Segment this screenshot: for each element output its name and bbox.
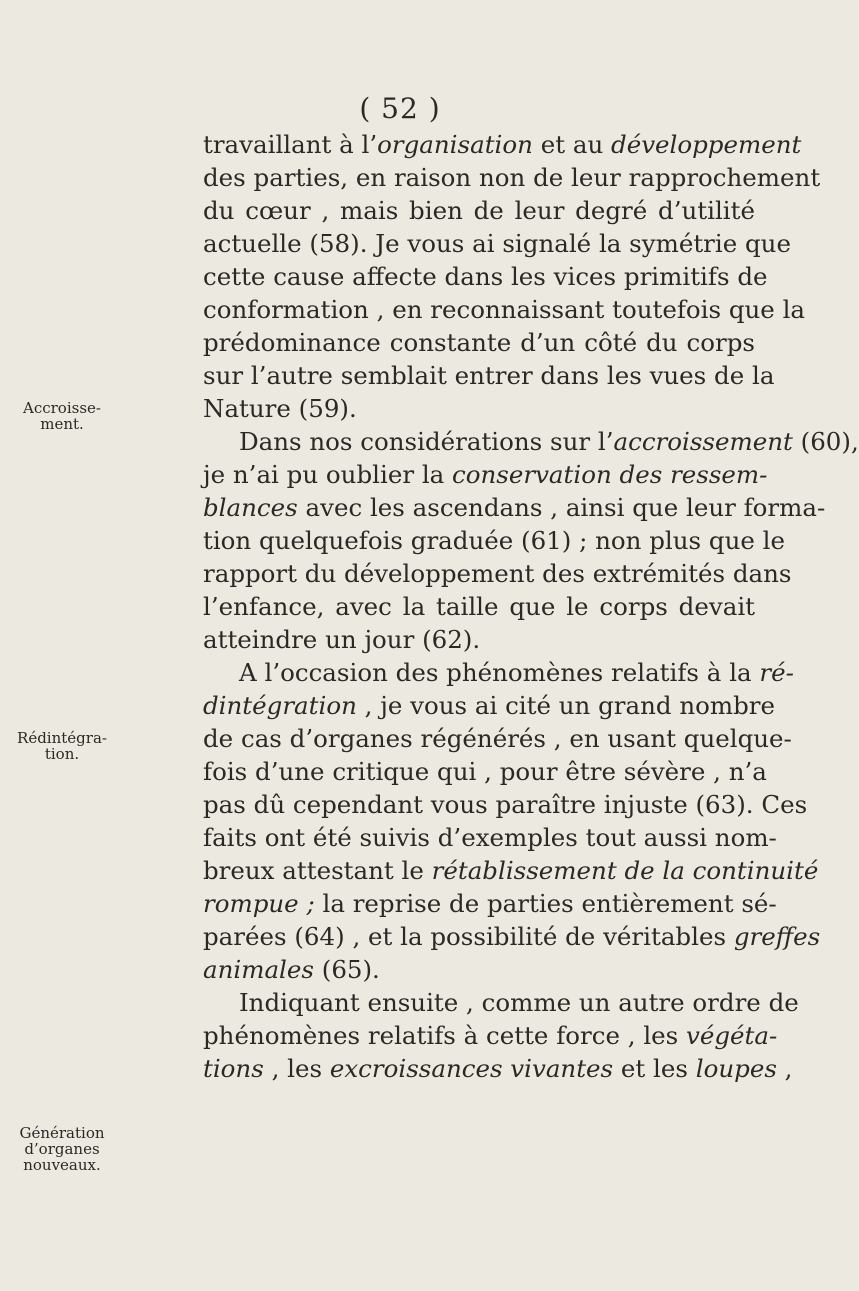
text-segment: rapport du développement des extrémités dans [203, 559, 792, 588]
text-segment: faits ont été suivis d’exemples tout aussi nom- [203, 823, 777, 852]
text-segment: , [776, 1054, 793, 1083]
text-segment: pas dû cependant vous paraître injuste (63). Ces [203, 790, 808, 819]
page-number: ( 52 ) [359, 92, 441, 125]
italic-text: rétablissement de la continuité [431, 856, 819, 885]
text-line [203, 326, 755, 359]
text-segment: l’enfance, avec la taille que le corps devait [203, 592, 755, 621]
text-line [203, 689, 776, 722]
text-segment: parées (64) , et la possibilité de véritables [203, 922, 734, 951]
italic-text: organisation [377, 130, 533, 159]
text-segment: fois d’une critique qui , pour être sévère , n’a [203, 757, 767, 786]
text-segment: (65). [313, 955, 380, 984]
text-line [203, 128, 802, 161]
margin-note-line: tion. [44, 745, 80, 763]
text-segment: travaillant à l’ [203, 130, 378, 159]
text-segment: actuelle (58). Je vous ai signalé la symétrie que [203, 229, 791, 258]
text-line [203, 623, 755, 656]
text-line [203, 359, 775, 392]
margin-note-line: ment. [40, 415, 84, 433]
text-segment: phénomènes relatifs à cette force , les [203, 1021, 687, 1050]
text-segment: des parties, en raison non de leur rapprochement [203, 163, 821, 192]
margin-note-line: d’organes [24, 1140, 100, 1158]
text-line [203, 425, 859, 458]
italic-text: végéta- [686, 1021, 778, 1050]
italic-text: tions [203, 1054, 264, 1083]
text-line [203, 722, 792, 755]
italic-text: conservation des ressem- [452, 460, 768, 489]
text-segment: atteindre un jour (62). [203, 625, 481, 654]
text-segment: cette cause affecte dans les vices primitifs de [203, 262, 768, 291]
text-segment: breux attestant le [203, 856, 432, 885]
text-line [203, 293, 806, 326]
text-line [203, 1019, 778, 1052]
margin-note-line: nouveaux. [23, 1156, 101, 1174]
text-segment: tion quelquefois graduée (61) ; non plus que le [203, 526, 785, 555]
text-line [203, 524, 785, 557]
text-line [203, 887, 777, 920]
text-line [203, 755, 767, 788]
text-line [203, 1052, 793, 1085]
text-segment: Indiquant ensuite , comme un autre ordre de [239, 988, 799, 1017]
text-segment: conformation , en reconnaissant toutefois que la [203, 295, 806, 324]
margin-note-redintegration [12, 730, 112, 762]
text-line [203, 161, 821, 194]
text-line [203, 557, 792, 590]
italic-text: loupes [695, 1054, 777, 1083]
text-segment: prédominance constante d’un côté du corps [203, 328, 755, 357]
italic-text: ré- [759, 658, 794, 687]
text-segment: je n’ai pu oublier la [203, 460, 453, 489]
italic-text: excroissances vivantes [329, 1054, 614, 1083]
text-segment: du cœur , mais bien de leur degré d’utilité [203, 196, 755, 225]
italic-text: rompue ; [203, 889, 315, 918]
italic-text: développement [611, 130, 802, 159]
text-line [203, 227, 791, 260]
text-line [203, 953, 755, 986]
text-line [203, 788, 808, 821]
text-segment: la reprise de parties entièrement sé- [314, 889, 777, 918]
text-segment: et les [613, 1054, 696, 1083]
margin-note-line: Rédintégra- [17, 729, 107, 747]
italic-text: animales [203, 955, 314, 984]
italic-text: accroissement [613, 427, 793, 456]
margin-note-accroissement [12, 400, 112, 432]
text-segment: Nature (59). [203, 394, 357, 423]
text-line [203, 590, 755, 623]
text-line [203, 392, 755, 425]
text-line [203, 854, 819, 887]
italic-text: dintégration [203, 691, 357, 720]
text-line [203, 656, 794, 689]
text-segment: (60), [792, 427, 859, 456]
text-segment: de cas d’organes régénérés , en usant quelque- [203, 724, 792, 753]
text-line [203, 920, 821, 953]
text-line [203, 491, 826, 524]
text-line [203, 821, 777, 854]
body-text [203, 128, 859, 1085]
text-segment: sur l’autre semblait entrer dans les vues de la [203, 361, 775, 390]
text-segment: , les [263, 1054, 330, 1083]
margin-note-line: Accroisse- [23, 399, 101, 417]
italic-text: blances [203, 493, 298, 522]
text-segment: A l’occasion des phénomènes relatifs à la [239, 658, 760, 687]
text-line [203, 458, 768, 491]
text-line [203, 194, 755, 227]
text-line [203, 260, 768, 293]
text-segment: , je vous ai cité un grand nombre [356, 691, 776, 720]
text-segment: avec les ascendans , ainsi que leur forma- [297, 493, 826, 522]
text-segment: et au [532, 130, 612, 159]
italic-text: greffes [733, 922, 821, 951]
text-segment: Dans nos considérations sur l’ [239, 427, 614, 456]
text-line [203, 986, 799, 1019]
margin-note-line: Génération [19, 1124, 105, 1142]
margin-note-generation-organes [12, 1125, 112, 1173]
